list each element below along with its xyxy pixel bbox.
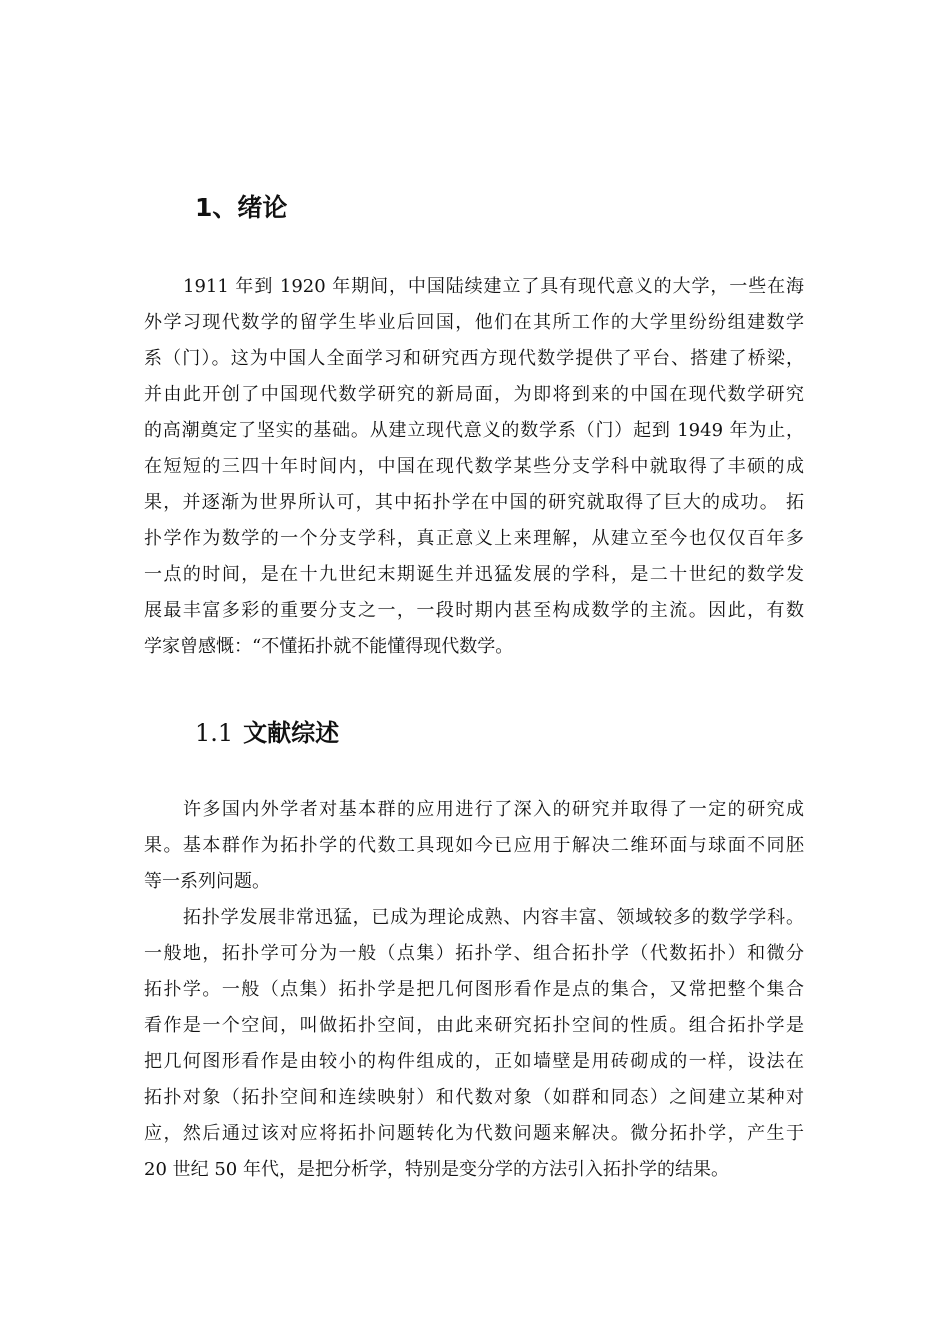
literature-paragraph-2 (144, 900, 804, 1188)
paragraph-line: 应，然后通过该对应将拓扑问题转化为代数问题来解决。微分拓扑学，产生于 (144, 1123, 804, 1144)
section-heading-literature-review (195, 714, 339, 752)
paragraph-line: 系（门）。这为中国人全面学习和研究西方现代数学提供了平台、搭建了桥梁， (144, 348, 804, 369)
paragraph-line: 并由此开创了中国现代数学研究的新局面，为即将到来的中国在现代数学研究 (144, 384, 804, 405)
paragraph-line: 学家曾感慨：“不懂拓扑就不能懂得现代数学。 (144, 636, 514, 657)
paragraph-line: 果，并逐渐为世界所认可，其中拓扑学在中国的研究就取得了巨大的成功。 拓 (144, 492, 804, 513)
introduction-paragraph (144, 269, 804, 665)
section-title: 文献综述 (243, 719, 340, 747)
paragraph-line: 把几何图形看作是由较小的构件组成的，正如墙壁是用砖砌成的一样，设法在 (144, 1051, 804, 1072)
paragraph-line: 看作是一个空间，叫做拓扑空间，由此来研究拓扑空间的性质。组合拓扑学是 (144, 1015, 804, 1036)
paragraph-line: 等一系列问题。 (144, 871, 270, 892)
paragraph-line: 外学习现代数学的留学生毕业后回国，他们在其所工作的大学里纷纷组建数学 (144, 312, 804, 333)
paragraph-line: 在短短的三四十年时间内，中国在现代数学某些分支学科中就取得了丰硕的成 (144, 456, 804, 477)
paragraph-line: 的高潮奠定了坚实的基础。从建立现代意义的数学系（门）起到 1949 年为止， (144, 420, 804, 441)
paragraph-line: 20 世纪 50 年代，是把分析学，特别是变分学的方法引入拓扑学的结果。 (144, 1159, 729, 1180)
paragraph-line: 展最丰富多彩的重要分支之一，一段时期内甚至构成数学的主流。因此，有数 (144, 600, 804, 621)
paragraph-line: 许多国内外学者对基本群的应用进行了深入的研究并取得了一定的研究成 (183, 799, 804, 820)
paragraph-line: 拓扑学发展非常迅猛，已成为理论成熟、内容丰富、领域较多的数学学科。 (183, 907, 804, 928)
paragraph-line: 一点的时间，是在十九世纪末期诞生并迅猛发展的学科，是二十世纪的数学发 (144, 564, 804, 585)
paragraph-line: 1911 年到 1920 年期间，中国陆续建立了具有现代意义的大学，一些在海 (183, 276, 804, 297)
literature-paragraph-1 (144, 792, 804, 900)
paragraph-line: 拓扑学。一般（点集）拓扑学是把几何图形看作是点的集合，又常把整个集合 (144, 979, 804, 1000)
paragraph-line: 拓扑对象（拓扑空间和连续映射）和代数对象（如群和同态）之间建立某种对 (144, 1087, 804, 1108)
paragraph-line: 一般地，拓扑学可分为一般（点集）拓扑学、组合拓扑学（代数拓扑）和微分 (144, 943, 804, 964)
section-heading-introduction: 1、绪论 (195, 193, 288, 222)
paragraph-line: 果。基本群作为拓扑学的代数工具现如今已应用于解决二维环面与球面不同胚 (144, 835, 804, 856)
paragraph-line: 扑学作为数学的一个分支学科，真正意义上来理解，从建立至今也仅仅百年多 (144, 528, 804, 549)
section-number: 1.1 (195, 719, 234, 747)
